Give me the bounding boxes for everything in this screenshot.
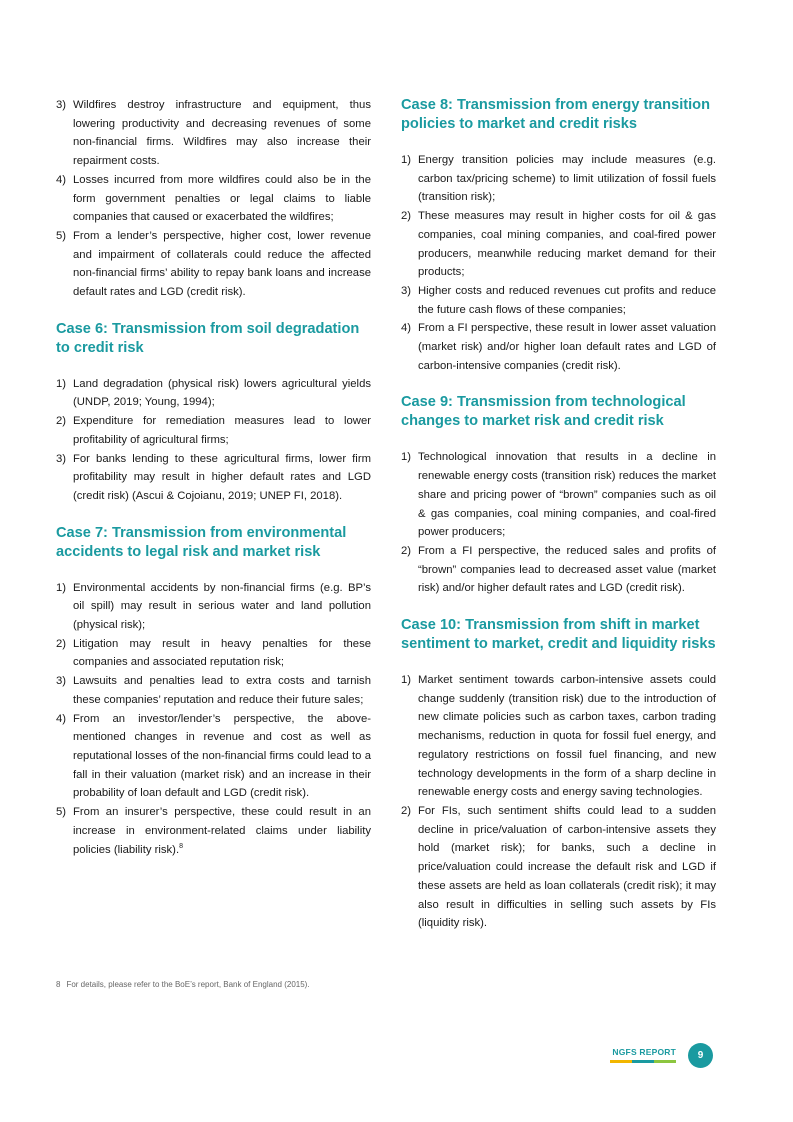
list-item (401, 207, 716, 282)
item-number: 1) (401, 451, 412, 464)
case-7 (56, 524, 371, 860)
list-item (401, 282, 716, 319)
left-column (56, 96, 371, 877)
list-item (56, 710, 371, 804)
list-item (56, 635, 371, 672)
item-number: 1) (401, 154, 412, 166)
item-number: 5) (56, 806, 67, 819)
list-item (56, 412, 371, 449)
wildfire-continuation (56, 96, 371, 302)
accent-bar-teal (632, 1060, 654, 1063)
item-text: From a FI perspective, these result in lower asset valuation (market risk) and/or higher loan default rates and LGD of carbon-intensive companies (credit risk). (418, 322, 716, 372)
report-label: NGFS REPORT (612, 1047, 676, 1057)
list-item (56, 672, 371, 709)
page-number-badge: 9 (688, 1043, 713, 1068)
case-7-title: Case 7: Transmission from environmental accidents to legal risk and market risk (56, 524, 347, 560)
item-number: 2) (56, 637, 67, 650)
case-6 (56, 320, 371, 506)
case-6-list (56, 375, 371, 506)
item-number: 4) (56, 173, 67, 186)
item-text: Technological innovation that results in a decline in renewable energy costs (transition risk) reduces the market share and pricing power of “brown” companies such as oil & gas companies, coal mining companies, and coal-fired power producers; (418, 451, 716, 539)
item-text: From a FI perspective, the reduced sales and profits of “brown” companies lead to decreased asset value (market risk) and/or higher default rates and LGD (credit risk). (418, 544, 716, 595)
case-8-title: Case 8: Transmission from energy transition policies to market and credit risks (401, 97, 710, 132)
list-item (401, 151, 716, 207)
item-number: 2) (56, 415, 67, 428)
footnote-text: For details, please refer to the BoE’s report, Bank of England (2015). (66, 980, 310, 989)
item-number: 4) (401, 322, 412, 335)
item-number: 4) (56, 712, 67, 725)
item-number: 2) (401, 804, 412, 817)
item-text: These measures may result in higher costs for oil & gas companies, coal mining companies, and coal-fired power producers, meanwhile reducing market demand for their products; (418, 210, 716, 279)
list-item (56, 579, 371, 635)
list-item (56, 171, 371, 227)
list-item (56, 450, 371, 506)
item-text: For banks lending to these agricultural firms, lower firm profitability may result in higher default rates and LGD (credit risk) (Ascui & Cojoianu, 2019; UNEP FI, 2018). (73, 452, 371, 502)
list-item (56, 227, 371, 302)
item-text: Lawsuits and penalties lead to extra costs and tarnish these companies’ reputation and reduce their future sales; (73, 675, 371, 706)
case-10-list (401, 671, 716, 933)
case-7-list (56, 579, 371, 860)
item-number: 1) (401, 674, 412, 687)
item-number: 1) (56, 581, 67, 594)
footnote (56, 979, 456, 991)
list-item (56, 375, 371, 412)
case-10-title: Case 10: Transmission from shift in market sentiment to market, credit and liquidity risks (401, 617, 716, 653)
item-text: From an investor/lender’s perspective, the above-mentioned changes in revenue and cost as well as reputational losses of the non-financial firms could lead to a fall in their valuation (market risk) and an increase in their probability of loan default and LGD (credit risk). (73, 712, 371, 800)
case-9-title: Case 9: Transmission from technological changes to market risk and credit risk (401, 394, 686, 430)
item-text: For FIs, such sentiment shifts could lead to a sudden decline in price/valuation of carbon-intensive assets they hold (market risk); for banks, such a decline in price/valuation could increase the default risk and LGD if these assets are held as loan collaterals (credit risk); it may also result in difficulties in selling such assets by FIs (liquidity risk). (418, 804, 716, 930)
accent-bar-yellow (610, 1060, 632, 1063)
item-text: From an insurer’s perspective, these could result in an increase in environment-related claims under liability policies (liability risk). (73, 806, 371, 856)
item-text: Energy transition policies may include measures (e.g. carbon tax/pricing scheme) to limit utilization of fossil fuels (transition risk); (418, 154, 716, 204)
list-item (401, 319, 716, 375)
item-number: 3) (401, 284, 412, 297)
case-8-list (401, 151, 716, 375)
item-text: Wildfires destroy infrastructure and equipment, thus lowering productivity and decreasing revenues of some non-financial firms. Wildfires may also increase their repairment costs. (73, 99, 371, 168)
case-10 (401, 616, 716, 933)
item-text: Environmental accidents by non-financial firms (e.g. BP’s oil spill) may result in serious water and land pollution (physical risk); (73, 581, 371, 632)
case-6-title: Case 6: Transmission from soil degradation to credit risk (56, 320, 360, 356)
wildfire-list (56, 96, 371, 302)
accent-bar-green (654, 1060, 676, 1063)
item-number: 3) (56, 99, 67, 111)
item-number: 2) (401, 210, 412, 223)
right-column (401, 96, 716, 951)
item-text: Litigation may result in heavy penalties for these companies and associated reputation risk; (73, 637, 371, 669)
item-number: 3) (56, 452, 67, 465)
item-number: 3) (56, 675, 67, 688)
item-text: Losses incurred from more wildfires could also be in the form government penalties or legal claims to liable companies that caused or exacerbated the wildfires; (73, 173, 371, 224)
list-item (401, 671, 716, 802)
item-text: Higher costs and reduced revenues cut profits and reduce the future cash flows of these companies; (418, 284, 716, 316)
item-text: Land degradation (physical risk) lowers agricultural yields (UNDP, 2019; Young, 1994); (73, 377, 371, 409)
case-8 (401, 96, 716, 375)
item-number: 1) (56, 377, 67, 390)
footnote-reference[interactable]: 8 (179, 842, 183, 850)
item-number: 2) (401, 544, 412, 557)
item-text: Expenditure for remediation measures lead to lower profitability of agricultural firms; (73, 415, 371, 446)
case-9 (401, 393, 716, 598)
item-text: From a lender’s perspective, higher cost, lower revenue and impairment of collaterals could reduce the affected non-financial firms’ ability to repay bank loans and increase default rates and LGD (credit risk). (73, 229, 371, 299)
list-item (401, 542, 716, 598)
item-number: 5) (56, 229, 67, 242)
case-9-list (401, 448, 716, 598)
list-item (401, 802, 716, 933)
footnote-number: 8 (56, 980, 61, 989)
list-item (56, 96, 371, 171)
list-item (56, 803, 371, 859)
item-text: Market sentiment towards carbon-intensive assets could change suddenly (transition risk) due to the introduction of new climate policies such as carbon taxes, carbon trading mechanisms, reduction in quota for fossil fuel energy, and regulatory restrictions on fossil fuel financing, and new technology developments in the form of a sharp decline in renewable energy costs and energy saving technologies. (418, 674, 716, 799)
list-item (401, 448, 716, 542)
